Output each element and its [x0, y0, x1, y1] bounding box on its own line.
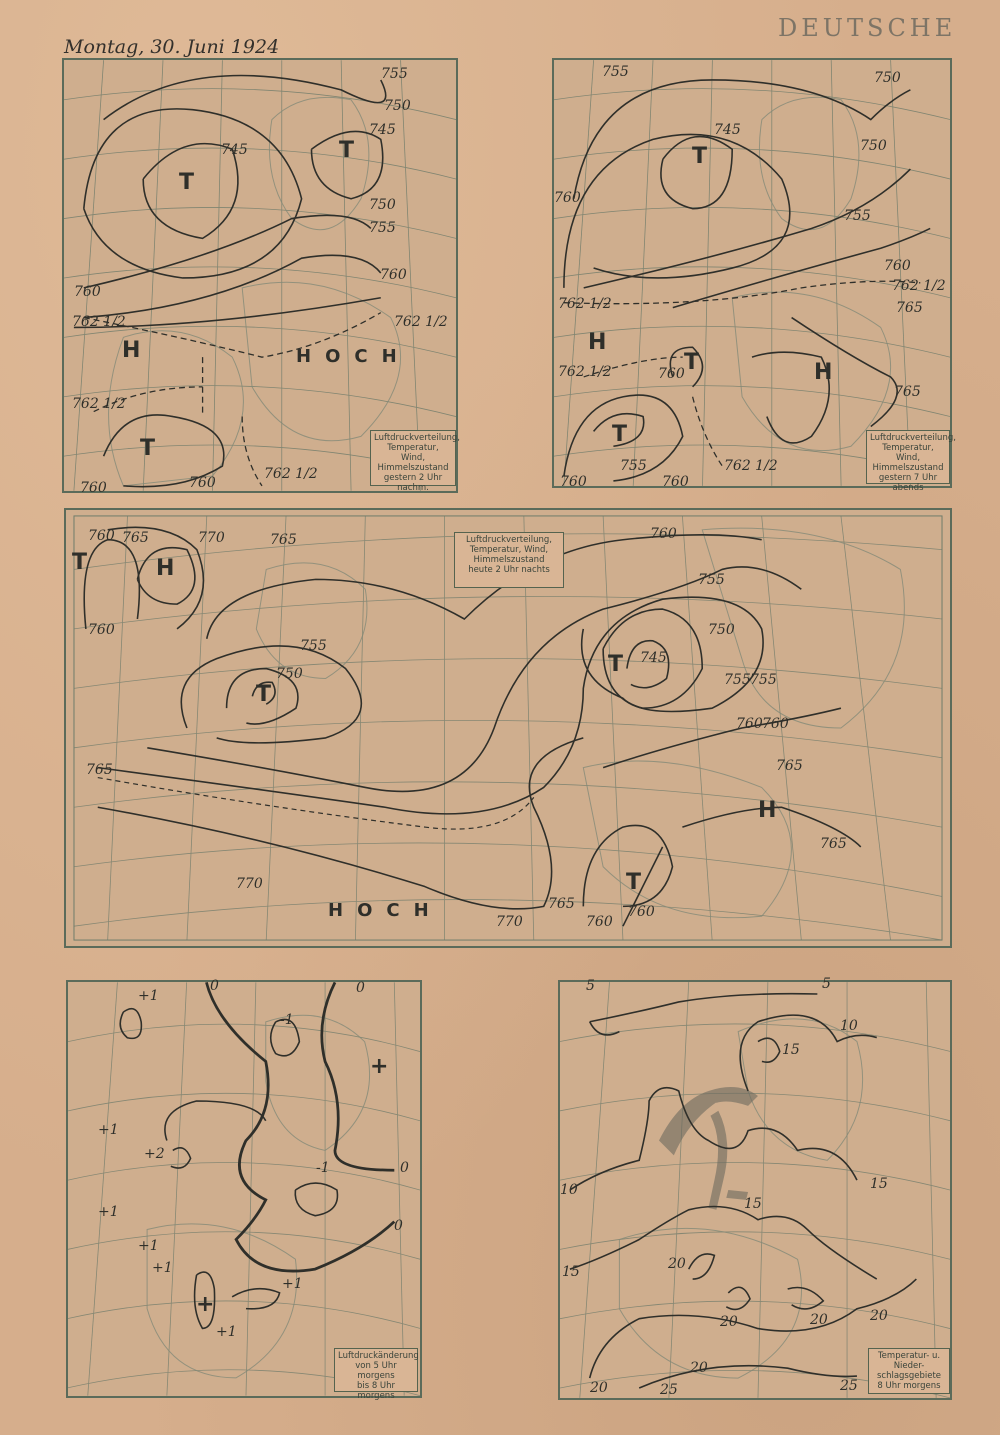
caption-line: Temperatur, Wind,	[469, 545, 549, 555]
change-label: 0	[400, 1160, 409, 1176]
isobar-label: 755	[369, 220, 396, 236]
caption-line: 8 Uhr morgens	[877, 1381, 941, 1391]
isobar-label: 755	[620, 458, 647, 474]
caption-line: heute 2 Uhr nachts	[468, 565, 550, 575]
low-pressure-center: T	[692, 144, 708, 169]
isobar-label: 765	[820, 836, 847, 852]
low-pressure-center: T	[684, 350, 700, 375]
isobar-label: 762 1/2	[72, 314, 126, 330]
temperature-label: 20	[668, 1256, 686, 1272]
change-sign: +	[370, 1054, 389, 1079]
isobar-label: 765	[776, 758, 803, 774]
change-label: +1	[138, 988, 159, 1004]
temperature-label: 25	[840, 1378, 858, 1394]
change-label: +1	[152, 1260, 173, 1276]
temperature-label: 20	[590, 1380, 608, 1396]
isobar-label: 765	[896, 300, 923, 316]
temperature-label: 5	[586, 978, 595, 994]
change-label: 0	[210, 978, 219, 994]
caption-line: Temperatur, Wind,	[387, 443, 439, 463]
caption-line: gestern 7 Uhr abends	[878, 473, 938, 493]
change-label: 0	[356, 980, 365, 996]
change-label: -1	[316, 1160, 330, 1176]
high-pressure-center: H	[758, 798, 777, 823]
isobar-label: 755	[844, 208, 871, 224]
isobar-label: 770	[198, 530, 225, 546]
isobar-label: 760	[658, 366, 685, 382]
temperature-label: 15	[870, 1176, 888, 1192]
isobar-label: 765	[548, 896, 575, 912]
isobar-label: 755	[300, 638, 327, 654]
isobar-label: 770	[236, 876, 263, 892]
low-pressure-center: T	[626, 870, 642, 895]
isobar-label: 755	[381, 66, 408, 82]
isobar-label: 765	[894, 384, 921, 400]
caption-line: schlagsgebiete	[876, 1371, 942, 1381]
high-pressure-center: H	[156, 556, 175, 581]
high-pressure-center: H	[122, 338, 141, 363]
map-caption	[370, 430, 460, 493]
isobar-label: 745	[640, 650, 667, 666]
map-caption	[454, 532, 564, 588]
isobar-label: 760	[762, 716, 789, 732]
map-pressure-tonight	[64, 508, 952, 948]
isobar-label: 762 1/2	[72, 396, 126, 412]
caption-line: bis 8 Uhr morgens	[356, 1381, 396, 1401]
isobar-label: 762 1/2	[558, 364, 612, 380]
newspaper-title: DEUTSCHE	[778, 14, 957, 42]
temperature-label: 20	[720, 1314, 738, 1330]
map-graphic	[560, 982, 950, 1398]
temperature-label: 10	[560, 1182, 578, 1198]
temperature-label: 15	[744, 1196, 762, 1212]
low-pressure-center: T	[179, 170, 195, 195]
isobar-label: 770	[496, 914, 523, 930]
caption-line: Luftdruckverteilung,	[374, 433, 460, 443]
isobar-label: 760	[380, 267, 407, 283]
isobar-label: 750	[369, 197, 396, 213]
isobar-label: 750	[384, 98, 411, 114]
isobar-label: 762 1/2	[892, 278, 946, 294]
isobar-label: 760	[662, 474, 689, 490]
temperature-label: 20	[870, 1308, 888, 1324]
caption-line: Himmelszustand	[872, 463, 944, 473]
caption-line: Himmelszustand	[473, 555, 545, 565]
caption-line: Luftdruckverteilung,	[466, 535, 552, 545]
map-caption	[868, 1348, 950, 1394]
map-graphic	[68, 982, 420, 1396]
isobar-label: 745	[714, 122, 741, 138]
isobar-label: 765	[270, 532, 297, 548]
change-label: 0	[394, 1218, 403, 1234]
isobar-label: 745	[369, 122, 396, 138]
isobar-label: 760	[80, 480, 107, 496]
isobar-label: 755	[698, 572, 725, 588]
map-temperature-precipitation	[558, 976, 952, 1400]
isobar-label: 760	[586, 914, 613, 930]
change-sign: +	[196, 1292, 215, 1317]
low-pressure-center: T	[256, 682, 272, 707]
change-label: +1	[138, 1238, 159, 1254]
temperature-label: 20	[810, 1312, 828, 1328]
isobar-label: 750	[860, 138, 887, 154]
isobar-label: 760	[74, 284, 101, 300]
isobar-label: 762 1/2	[394, 314, 448, 330]
isobar-label: 760	[650, 526, 677, 542]
high-pressure-center: H	[588, 330, 607, 355]
low-pressure-center: T	[72, 550, 88, 575]
isobar-label: 750	[874, 70, 901, 86]
temperature-label: 25	[660, 1382, 678, 1398]
isobar-label: 760	[554, 190, 581, 206]
map-pressure-yesterday-evening	[552, 58, 956, 493]
isobar-label: 755	[724, 672, 751, 688]
high-pressure-label: HOCH	[296, 346, 411, 367]
low-pressure-center: T	[608, 652, 624, 677]
change-label: +1	[98, 1122, 119, 1138]
change-label: +1	[282, 1276, 303, 1292]
isobar-label: 755	[750, 672, 777, 688]
isobar-label: 762 1/2	[558, 296, 612, 312]
isobar-label: 750	[708, 622, 735, 638]
temperature-label: 10	[840, 1018, 858, 1034]
map-pressure-yesterday-afternoon	[62, 58, 460, 496]
isobar-label: 760	[88, 528, 115, 544]
temperature-label: 20	[690, 1360, 708, 1376]
isobar-label: 760	[189, 475, 216, 491]
temperature-label: 15	[562, 1264, 580, 1280]
isobar-label: 760	[560, 474, 587, 490]
date-heading: Montag, 30. Juni 1924	[64, 36, 280, 58]
temperature-label: 15	[782, 1042, 800, 1058]
isobar-label: 765	[122, 530, 149, 546]
isobar-label: 762 1/2	[264, 466, 318, 482]
change-label: +1	[216, 1324, 237, 1340]
map-pressure-change	[66, 978, 422, 1401]
isobar-label: 765	[86, 762, 113, 778]
isobar-label: 762 1/2	[724, 458, 778, 474]
isobar-label: 760	[628, 904, 655, 920]
change-label: +2	[144, 1146, 165, 1162]
caption-line: Temperatur, Wind,	[882, 443, 934, 463]
change-label: -1	[280, 1012, 294, 1028]
temperature-label: 5	[822, 976, 831, 992]
isobar-label: 760	[736, 716, 763, 732]
high-pressure-label: HOCH	[328, 900, 443, 921]
high-pressure-center: H	[814, 360, 833, 385]
isobar-label: 755	[602, 64, 629, 80]
map-caption	[866, 430, 956, 493]
caption-line: Temperatur- u. Nieder-	[877, 1351, 941, 1371]
caption-line: Luftdruckänderung	[338, 1351, 419, 1361]
isobar-label: 745	[221, 142, 248, 158]
change-label: +1	[98, 1204, 119, 1220]
low-pressure-center: T	[339, 138, 355, 163]
map-caption	[334, 1348, 419, 1401]
low-pressure-center: T	[140, 436, 156, 461]
caption-line: gestern 2 Uhr nachm.	[383, 473, 443, 493]
caption-line: Himmelszustand	[377, 463, 449, 473]
caption-line: Luftdruckverteilung,	[870, 433, 956, 443]
caption-line: von 5 Uhr morgens	[355, 1361, 397, 1381]
isobar-label: 760	[884, 258, 911, 274]
low-pressure-center: T	[612, 422, 628, 447]
isobar-label: 760	[88, 622, 115, 638]
isobar-label: 750	[276, 666, 303, 682]
